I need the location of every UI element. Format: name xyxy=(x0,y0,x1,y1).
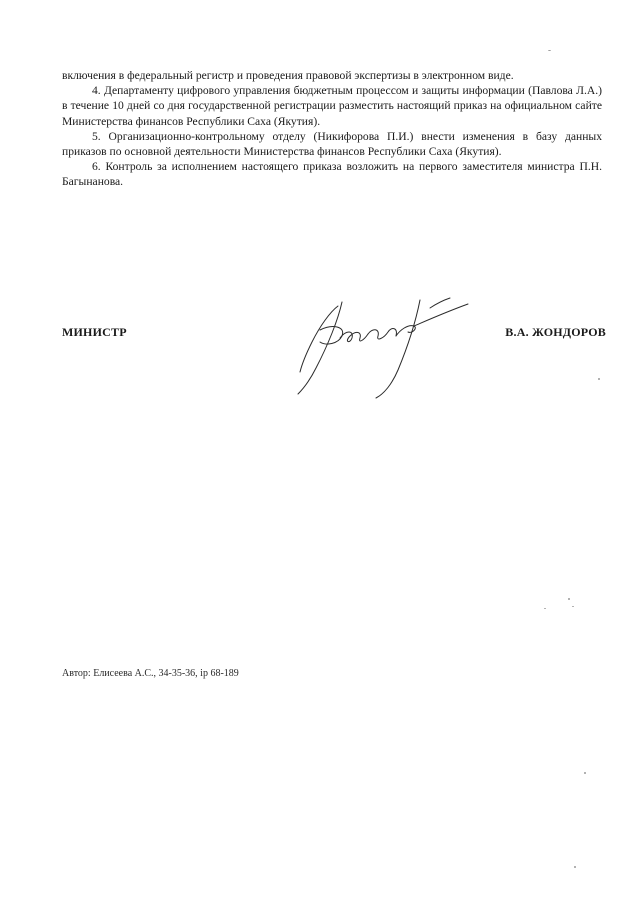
paragraph-item-6: 6. Контроль за исполнением настоящего приказа возложить на первого заместителя министра П.Н. Багынанова. xyxy=(62,160,602,189)
scan-artifact xyxy=(574,866,576,868)
scan-artifact xyxy=(572,606,574,607)
paragraph-item-4: 4. Департаменту цифрового управления бюджетным процессом и защиты информации (Павлова Л.А.) в течение 10 дней со дня государственной регистрации разместить настоящий приказ на официальном сайте Министерства финансов Республики Саха (Якутия). xyxy=(62,84,602,128)
scan-artifact xyxy=(598,378,600,380)
scan-artifact xyxy=(568,598,570,600)
signatory-name: В.А. ЖОНДОРОВ xyxy=(505,325,606,339)
paragraph-item-5: 5. Организационно-контрольному отделу (Никифорова П.И.) внести изменения в базу данных приказов по основной деятельности Министерства финансов Республики Саха (Якутия). xyxy=(62,129,602,159)
author-line: Автор: Елисеева А.С., 34-35-36, ip 68-189 xyxy=(62,668,239,679)
paragraph-continuation: включения в федеральный регистр и проведения правовой экспертизы в электронном виде. xyxy=(62,69,514,82)
signatory-title: МИНИСТР xyxy=(62,325,127,339)
document-body xyxy=(62,68,602,190)
handwritten-signature xyxy=(280,290,480,400)
scan-artifact xyxy=(548,50,551,51)
scan-artifact xyxy=(584,772,586,774)
scan-artifact xyxy=(544,608,546,609)
